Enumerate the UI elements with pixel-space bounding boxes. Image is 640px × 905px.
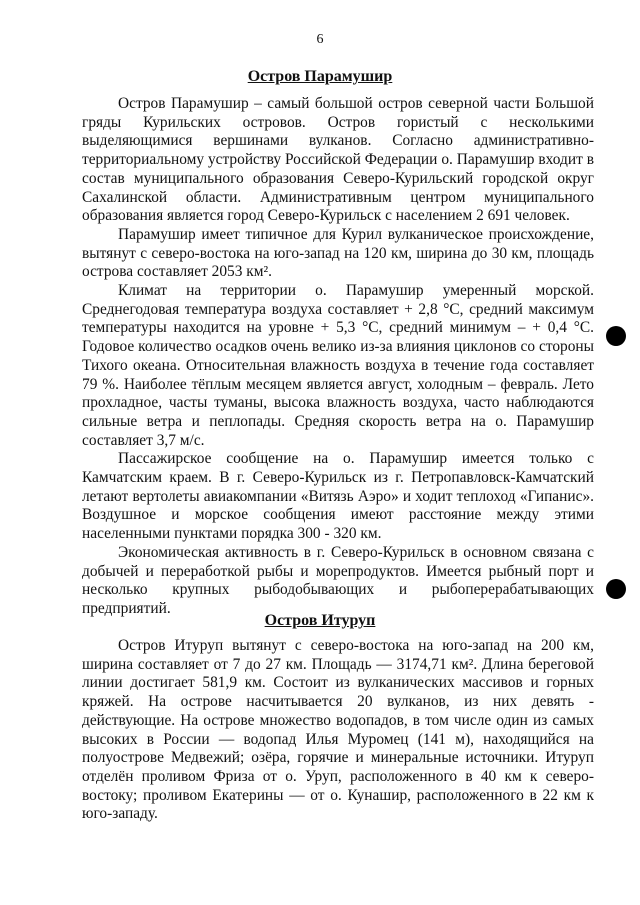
punch-hole-mark (606, 579, 626, 599)
paragraph: Парамушир имеет типичное для Курил вулканическое происхождение, вытянут с северо-востока на юго-запад на 120 км, ширина до 30 км, площадь острова составляет 2053 км². (82, 225, 594, 281)
paragraph: Пассажирское сообщение на о. Парамушир имеется только с Камчатским краем. В г. Северо-Курильск из г. Петропавловск-Камчатский летают вертолеты авиакомпании «Витязь Аэро» и ходит теплоход «Гипанис». Воздушное и морское сообщения имеют расстояние между этими населенными пунктами порядка 300 - 320 км. (82, 450, 594, 543)
punch-hole-mark (606, 326, 626, 346)
paragraph: Остров Парамушир – самый большой остров северной части Большой гряды Курильских островов. Остров гористый с несколькими выделяющимися вершинами вулканов. Согласно административно-территориальному устройству Российской Федерации о. Парамушир входит в состав муниципального образования Северо-Курильский городской округ Сахалинской области. Административным центром муниципального образования является город Северо-Курильск с населением 2 691 человек. (82, 95, 594, 225)
section-body-iturup (82, 637, 594, 824)
section-title-paramushir: Остров Парамушир (247, 68, 393, 85)
paragraph: Остров Итуруп вытянут с северо-востока на юго-запад на 200 км, ширина составляет от 7 до 27 км. Площадь — 3174,71 км². Длина береговой линии достигает 581,9 км. Состоит из вулканических массивов и горных кряжей. На острове насчитывается 20 вулканов, из них девять - действующие. На острове множество водопадов, в том числе один из самых высоких в России — водопад Илья Муромец (141 м), находящийся на полуострове Медвежий; озёра, горячие и минеральные источники. Итуруп отделён проливом Фриза от о. Уруп, расположенного в 40 км к северо-востоку; проливом Екатерины — от о. Кунашир, расположенного в 22 км к юго-западу. (82, 637, 594, 823)
paragraph: Экономическая активность в г. Северо-Курильск в основном связана с добычей и переработкой рыбы и морепродуктов. Имеется рыбный порт и несколько крупных рыбодобывающих и рыбоперерабатывающих предприятий. (82, 543, 594, 617)
section-title-iturup: Остров Итуруп (264, 612, 376, 629)
page-number: 6 (316, 32, 324, 47)
section-body-paramushir (82, 95, 594, 619)
paragraph: Климат на территории о. Парамушир умеренный морской. Среднегодовая температура воздуха составляет + 2,8 °С, средний максимум температуры находится на уровне + 5,3 °С, средний минимум – + 0,4 °С. Годовое количество осадков очень велико из-за влияния циклонов со стороны Тихого океана. Относительная влажность воздуха в течение года составляет 79 %. Наиболее тёплым месяцем является август, холодным – февраль. Лето прохладное, часты туманы, высока влажность воздуха, часто наблюдаются сильные ветра и пеплопады. Средняя скорость ветра на о. Парамушир составляет 3,7 м/с. (82, 282, 594, 449)
